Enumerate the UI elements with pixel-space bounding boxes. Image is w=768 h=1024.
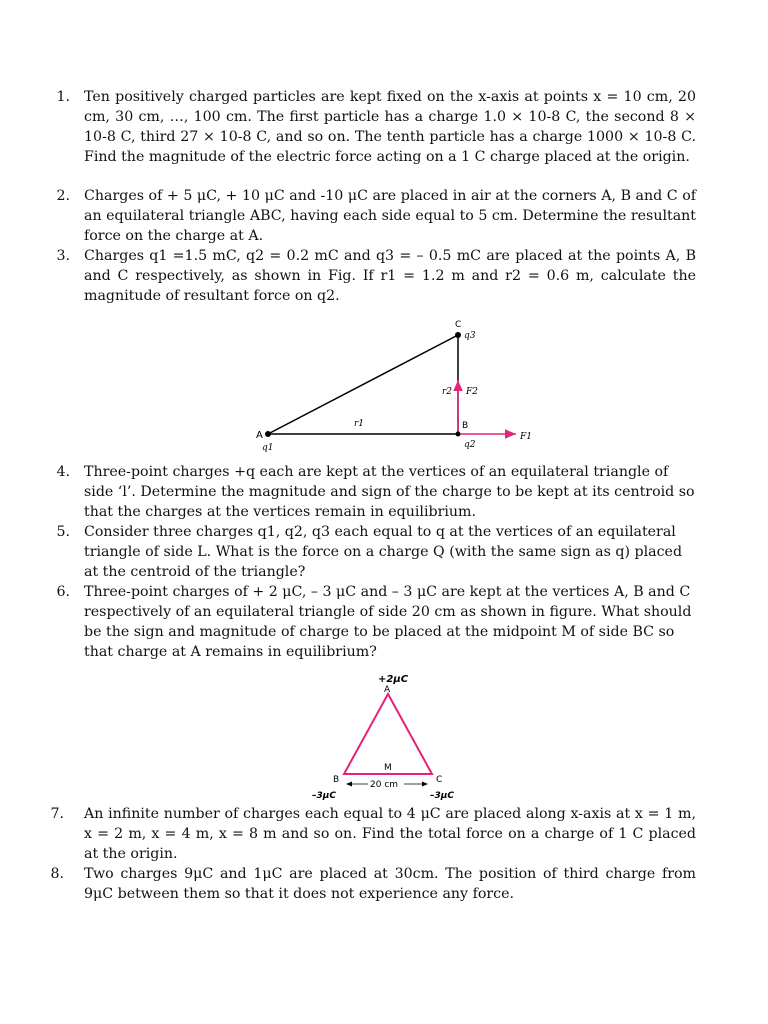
- label-c: C: [455, 320, 462, 330]
- question-text: Ten positively charged particles are kept fixed on the x-axis at points x = 10 cm, 20 cm, 30 cm, …, 100 cm. The first particle has a charge 1.0 × 10-8 C, the second 8 × 10-8 C, third 27 × 10-8 C, and so on. The tenth particle has a charge 1000 × 10-8 C. Find the magnitude of the electric force acting on a 1 C charge placed at the origin.: [84, 89, 696, 165]
- question-number: 4.: [56, 464, 70, 480]
- question-text: An infinite number of charges each equal to 4 μC are placed along x-axis at x = 1 m, x = 2 m, x = 4 m, x = 8 m and so on. Find the total force on a charge of 1 C placed at the origin.: [84, 806, 696, 862]
- question-text: Three-point charges of + 2 μC, – 3 μC and – 3 μC are kept at the vertices A, B and C respectively of an equilateral triangle of side 20 cm as shown in figure. What should be the sign and magnitude of charge to be placed at the midpoint M of side BC so that charge at A remains in equilibrium?: [84, 584, 692, 660]
- label-q2: q2: [464, 440, 476, 450]
- charge-point-a: [265, 431, 271, 437]
- side-length-label: 20 cm: [370, 780, 399, 790]
- label-b: B: [462, 421, 469, 431]
- label-q1: q1: [262, 443, 274, 453]
- question-text: Two charges 9μC and 1μC are placed at 30cm. The position of third charge from 9μC between them so that it does not experience any force.: [84, 866, 696, 902]
- question-number: 5.: [56, 524, 70, 540]
- question-text: Consider three charges q1, q2, q3 each equal to q at the vertices of an equilateral triangle of side L. What is the force on a charge Q (with the same sign as q) placed at the centroid of the triangle?: [84, 524, 683, 580]
- question-number: 3.: [56, 248, 70, 264]
- label-m: M: [384, 763, 392, 773]
- dimension-arrow-right: [422, 782, 428, 787]
- triangle-abc: [344, 694, 432, 774]
- question-number: 8.: [50, 866, 64, 882]
- charge-point-c: [455, 332, 461, 338]
- dimension-arrow-left: [346, 782, 352, 787]
- question-text: Charges q1 =1.5 mC, q2 = 0.2 mC and q3 = – 0.5 mC are placed at the points A, B and C respectively, as shown in Fig. If r1 = 1.2 m and r2 = 0.6 m, calculate the magnitude of resultant force on q2.: [84, 248, 696, 304]
- charge-b-value: –3μC: [312, 791, 336, 801]
- question-number: 7.: [50, 806, 64, 822]
- label-b: B: [333, 775, 340, 785]
- charge-a-value: +2μC: [378, 674, 409, 685]
- label-q3: q3: [464, 331, 476, 341]
- charge-point-b: [456, 432, 461, 437]
- figure-right-triangle: [250, 318, 550, 458]
- label-a: A: [384, 685, 391, 695]
- question-number: 2.: [56, 188, 70, 204]
- figure-equilateral-triangle: [300, 668, 480, 804]
- question-number: 6.: [56, 584, 70, 600]
- label-f1: F1: [520, 432, 532, 442]
- label-r1: r1: [354, 419, 365, 429]
- question-text: Charges of + 5 μC, + 10 μC and -10 μC are placed in air at the corners A, B and C of an equilateral triangle ABC, having each side equal to 5 cm. Determine the resultant force on the charge at A.: [84, 188, 696, 244]
- charge-c-value: –3μC: [430, 791, 454, 801]
- question-number: 1.: [56, 89, 70, 105]
- label-c: C: [436, 775, 443, 785]
- question-text: Three-point charges +q each are kept at the vertices of an equilateral triangle of side ‘l’. Determine the magnitude and sign of the charge to be kept at its centroid so that the charges at the vertices remain in equilibrium.: [84, 464, 695, 520]
- label-r2: r2: [442, 387, 453, 397]
- label-f2: F2: [466, 387, 478, 397]
- label-a: A: [256, 430, 263, 441]
